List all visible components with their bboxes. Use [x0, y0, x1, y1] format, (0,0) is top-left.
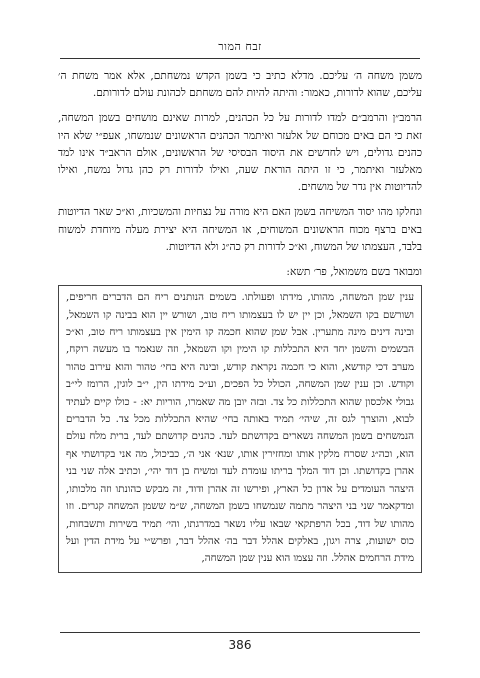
- page-number: 386: [228, 638, 252, 652]
- running-header: זבח המור: [218, 40, 262, 53]
- header-rule: [60, 58, 420, 59]
- source-citation: ומבואר בשם משמואל, פר׳ תשא:: [286, 266, 422, 279]
- paragraph-1: משמן משחה ה׳ עליכם. מדלא כתיב כי בשמן הקדש נמשחתם, אלא אמר משחת ה׳ עליכם, שהוא לדורות, כאמור: והיתה להיות להם משחתם לכהונת עולם לדורותם.: [58, 70, 422, 100]
- paragraph-2: הרמב״ן והרמב״ם למדו לדורות על כל הכהנים, למרות שאינם מושחים בשמן המשחה, זאת כי הם באים מכוחם של אלעזר ואיתמר הכהנים הראשונים שנמשחו, אעפ״י שלא היו כהנים גדולים, ויש לחדשים את היסוד הבסיסי של הראשונים, אולם הראב״ד אינו למד מאלעזר ואיתמר, כי זו היתה הוראת שעה, ואילו לדורות רק כהן גדול נמשח, ואילו להדיוטות אין גדר של מושחים.: [58, 112, 422, 194]
- paragraph-3: ונחלקו מהו יסוד המשיחה בשמן האם היא מורה על נצחיות והמשכיות, וא״כ שאר הדיוטות באים ברצף מכוח הראשונים המשוחים, או המשיחה היא יצירת מעלה מיוחדת למשוח בלבד, העצמתו של המשוח, וא״כ לדורות רק כה״ג ולא הדיוטות.: [58, 206, 422, 253]
- page-body: [58, 68, 422, 573]
- footer-rule: [60, 632, 420, 633]
- quoted-passage-box: ענין שמן המשחה, מהותו, מידתו ופעולתו. בשמים הנותנים ריח הם הדברים חריפים, ושורשם בקו השמאל, וכן יין יש לו בעצמותו ריח טוב, ושורש יין הוא בבינה קו השמאל, ובינה דינים מינה מתערין. אבל שמן שהוא חכמה קו הימין אין בעצמותו ריח טוב, וא״כ הבשמים והשמן יחד היא התכללות קו הימין וקו השמאל, וזה שנאמר בו מעשה רוקח, מערב דכי קודשא, והוא כי חכמה נקראת קודש, ובינה היא בחי׳ טהור והוא עירוב טהור וקודש. וכן ענין שמן המשחה, הכולל כל הפכים, וע״כ מידתו הין, י״ב לוגין, הרומז לי״ב גבולי אלכסון שהוא התכללות כל צד. ובזה יובן מה שאמרו, הוריות יא: - כולו קיים לעתיד לבוא, והוצרך לגס זה, שיהי׳ תמיד באותה בחי׳ שהיא התכללות מכל צד. כל הדברים הנמשחים בשמן המשחה נשארים בקדושתם לעד. כהנים קדושתם לעד, ברית מלח עולם הוא, וכה״ג שסרח מלקין אותו ומחזירין אותו, שנא׳ אני ה׳, כביכול, מה אני בקדושתי אף אהרן בקדושתו. וכן דוד המלך בריתו עומדת לעד ומשיח בן דוד יהי׳, וכתיב אלה שני בני היצהר העומדים על אדון כל הארץ, ופירשו זה אהרן ודוד, זה מבקש כהונתו וזה מלכותו, ומדקאמר שני בני היצהר מתמה שנמשחו בשמן המשחה, ש״מ ששמן המשחה קגרים. וזו מהותו של דוד, בכל הרפתקאי שבאו עליו נשאר במדרגתו, והי׳ תמיד בשירות ותשבחות, כוס ישועות, צרה ויגון, באלקים אהלל דבר בה׳ אהלל דבר, ופרש״י על מידת הדין ועל מידת הרחמים אהלל. וזה עצמו הוא ענין שמן המשחה,: [58, 285, 422, 573]
